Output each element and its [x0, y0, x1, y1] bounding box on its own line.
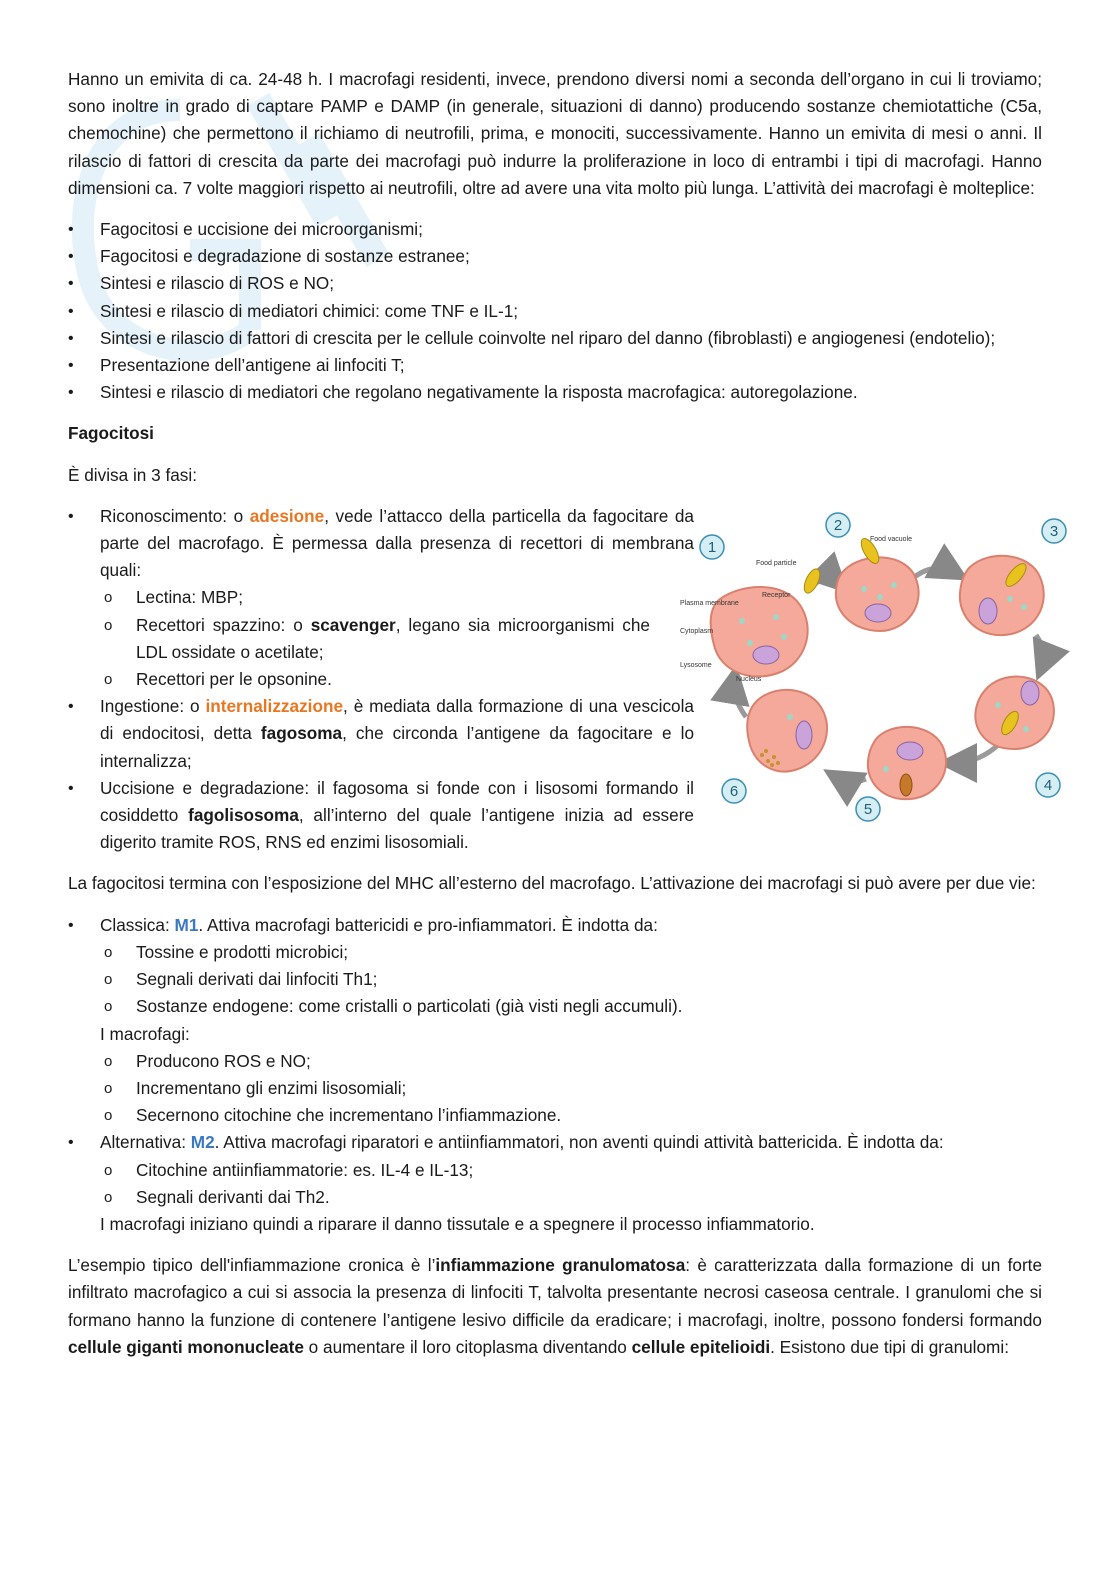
- cycle-arrow: [836, 777, 866, 782]
- fagocitosi-intro: È divisa in 3 fasi:: [68, 464, 197, 485]
- list-item: • Sintesi e rilascio di mediatori che regolano negativamente la risposta macrofagica: autoregolazione.: [68, 379, 1042, 406]
- cell-stage-2: [836, 536, 919, 631]
- list-item: o Producono ROS e NO;: [68, 1048, 1042, 1075]
- cycle-arrow: [912, 568, 956, 579]
- list-item: • Sintesi e rilascio di fattori di crescita per le cellule coinvolte nel riparo del danno (fibroblasti) e angiogenesi (endotelio);: [68, 325, 1042, 352]
- sub-item-scavenger: o Recettori spazzino: o scavenger, legano sia microorganismi che LDL ossidate o acetilate;: [68, 612, 694, 666]
- label-nucleus: Nucleus: [736, 675, 762, 683]
- step-badge-4: 4: [1043, 776, 1053, 794]
- label-lysosome: Lysosome: [680, 661, 712, 669]
- phagocytosis-diagram: [680, 507, 1072, 827]
- cell-stage-4: [975, 676, 1054, 748]
- label-cytoplasm: Cytoplasm: [680, 627, 714, 635]
- list-item: o Incrementano gli enzimi lisosomiali;: [68, 1075, 1042, 1102]
- list-item: o Citochine antiinfiammatorie: es. IL-4 e IL-13;: [68, 1157, 1042, 1184]
- cell-stage-1: [711, 567, 823, 677]
- cell-stage-3: [960, 556, 1044, 635]
- step-badge-3: 3: [1049, 522, 1059, 540]
- label-food-vacuole: Food vacuole: [870, 535, 913, 543]
- list-item: o Secernono citochine che incrementano l’infiammazione.: [68, 1102, 1042, 1129]
- cell-stage-5: [868, 727, 946, 799]
- list-item: • Presentazione dell’antigene ai linfociti T;: [68, 352, 1042, 379]
- section-heading-fagocitosi: Fagocitosi: [68, 423, 154, 444]
- phase-killing: • Uccisione e degradazione: il fagosoma si fonde con i lisosomi formando il cosiddetto fagolisosoma, all’interno del quale l’antigene inizia ad essere digerito tramite ROS, RNS ed enzimi lisosomiali.: [68, 775, 694, 857]
- list-item: • Fagocitosi e degradazione di sostanze estranee;: [68, 243, 1042, 270]
- list-item: o Segnali derivanti dai Th2.: [68, 1184, 1042, 1211]
- list-item: • Sintesi e rilascio di mediatori chimici: come TNF e IL-1;: [68, 298, 1042, 325]
- phase-ingestion: • Ingestione: o internalizzazione, è mediata dalla formazione di una vescicola di endocitosi, detta fagosoma, che circonda l’antigene da fagocitare e lo internalizza;: [68, 693, 694, 775]
- fagocitosi-section: [68, 503, 1059, 857]
- list-item: o Segnali derivati dai linfociti Th1;: [68, 966, 1042, 993]
- phase-recognition: • Riconoscimento: o adesione, vede l’attacco della particella da fagocitare da parte del macrofago. È permessa dalla presenza di recettori di membrana quali: o Lectina: MBP; o Recettori spazzino: o scavenger, legano sia microorganismi che LDL ossidate o acetilate; o Recettori per le opsonine.: [68, 503, 694, 693]
- activation-alternativa: • Alternativa: M2. Attiva macrofagi riparatori e antiinfiammatori, non aventi quindi attività battericida. È indotta da: o Citochine antiinfiammatorie: es. IL-4 e IL-13; o Segnali derivanti dai Th2. I macrofagi iniziano quindi a riparare il danno tissutale e a spegnere il processo infiammatorio.: [68, 1129, 1042, 1238]
- macrofagi-label: I macrofagi:: [100, 1023, 190, 1044]
- cycle-arrow: [734, 679, 747, 717]
- cycle-arrow: [952, 743, 1000, 763]
- sub-item-opsonin: o Recettori per le opsonine.: [68, 666, 694, 693]
- list-item: • Fagocitosi e uccisione dei microorganismi;: [68, 216, 1042, 243]
- label-receptor: Receptor: [762, 591, 791, 599]
- activation-intro: La fagocitosi termina con l’esposizione del MHC all’esterno del macrofago. L’attivazione dei macrofagi si può avere per due vie:: [68, 873, 1036, 894]
- activation-classica: • Classica: M1. Attiva macrofagi battericidi e pro-infiammatori. È indotta da: o Tossine e prodotti microbici; o Segnali derivati dai linfociti Th1; o Sostanze endogene: come cristalli o particolati (già visti negli accumuli). I macrofagi: o Producono ROS e NO; o Incrementano gli enzimi lisosomiali; o Secernono citochine che incrementano l’infiammazione.: [68, 912, 1042, 1130]
- intro-paragraph: Hanno un emivita di ca. 24-48 h. I macrofagi residenti, invece, prendono diversi nomi a seconda dell’organo in cui li troviamo; sono inoltre in grado di captare PAMP e DAMP (in generale, situazioni di danno) producendo sostanze chemiotattiche (C5a, chemochine) che permettono il richiamo di neutrofili, prima, e monociti, successivamente. Hanno un emivita di mesi o anni. Il rilascio di fattori di crescita da parte dei macrofagi può indurre la proliferazione in loco di entrambi i tipi di macrofagi. Hanno dimensioni ca. 7 volte maggiori rispetto ai neutrofili, oltre ad avere una vita molto più lunga. L’attività dei macrofagi è molteplice:: [68, 69, 1042, 198]
- alternativa-closing: I macrofagi iniziano quindi a riparare il danno tissutale e a spegnere il processo infiammatorio.: [100, 1213, 815, 1234]
- sub-item-lectin: o Lectina: MBP;: [68, 584, 694, 611]
- label-plasma-membrane: Plasma membrane: [680, 599, 739, 607]
- cycle-arrow: [1036, 635, 1044, 667]
- step-badge-5: 5: [863, 800, 873, 818]
- activities-list: [68, 216, 1042, 406]
- phases-list: [68, 503, 694, 857]
- list-item: o Tossine e prodotti microbici;: [68, 939, 1042, 966]
- label-food-particle: Food particle: [756, 559, 797, 567]
- step-badge-6: 6: [729, 782, 739, 800]
- step-badge-1: 1: [707, 538, 717, 556]
- cell-stage-6: [747, 690, 827, 772]
- list-item: • Sintesi e rilascio di ROS e NO;: [68, 270, 1042, 297]
- granulomi-paragraph: L’esempio tipico dell'infiammazione cronica è l’infiammazione granulomatosa: è caratterizzata dalla formazione di un forte infiltrato macrofagico a cui si associa la presenza di linfociti T, talvolta presentante necrosi caseosa centrale. I granulomi che si formano hanno la funzione di contenere l’antigene lesivo difficile da eradicare; i macrofagi, inoltre, possono fondersi formando cellule giganti mononucleate o aumentare il loro citoplasma diventando cellule epitelioidi. Esistono due tipi di granulomi:: [68, 1255, 1042, 1357]
- list-item: o Sostanze endogene: come cristalli o particolati (già visti negli accumuli).: [68, 993, 1042, 1020]
- activation-list: [68, 912, 1042, 1238]
- document-page: [68, 66, 1059, 1361]
- step-badge-2: 2: [833, 516, 843, 534]
